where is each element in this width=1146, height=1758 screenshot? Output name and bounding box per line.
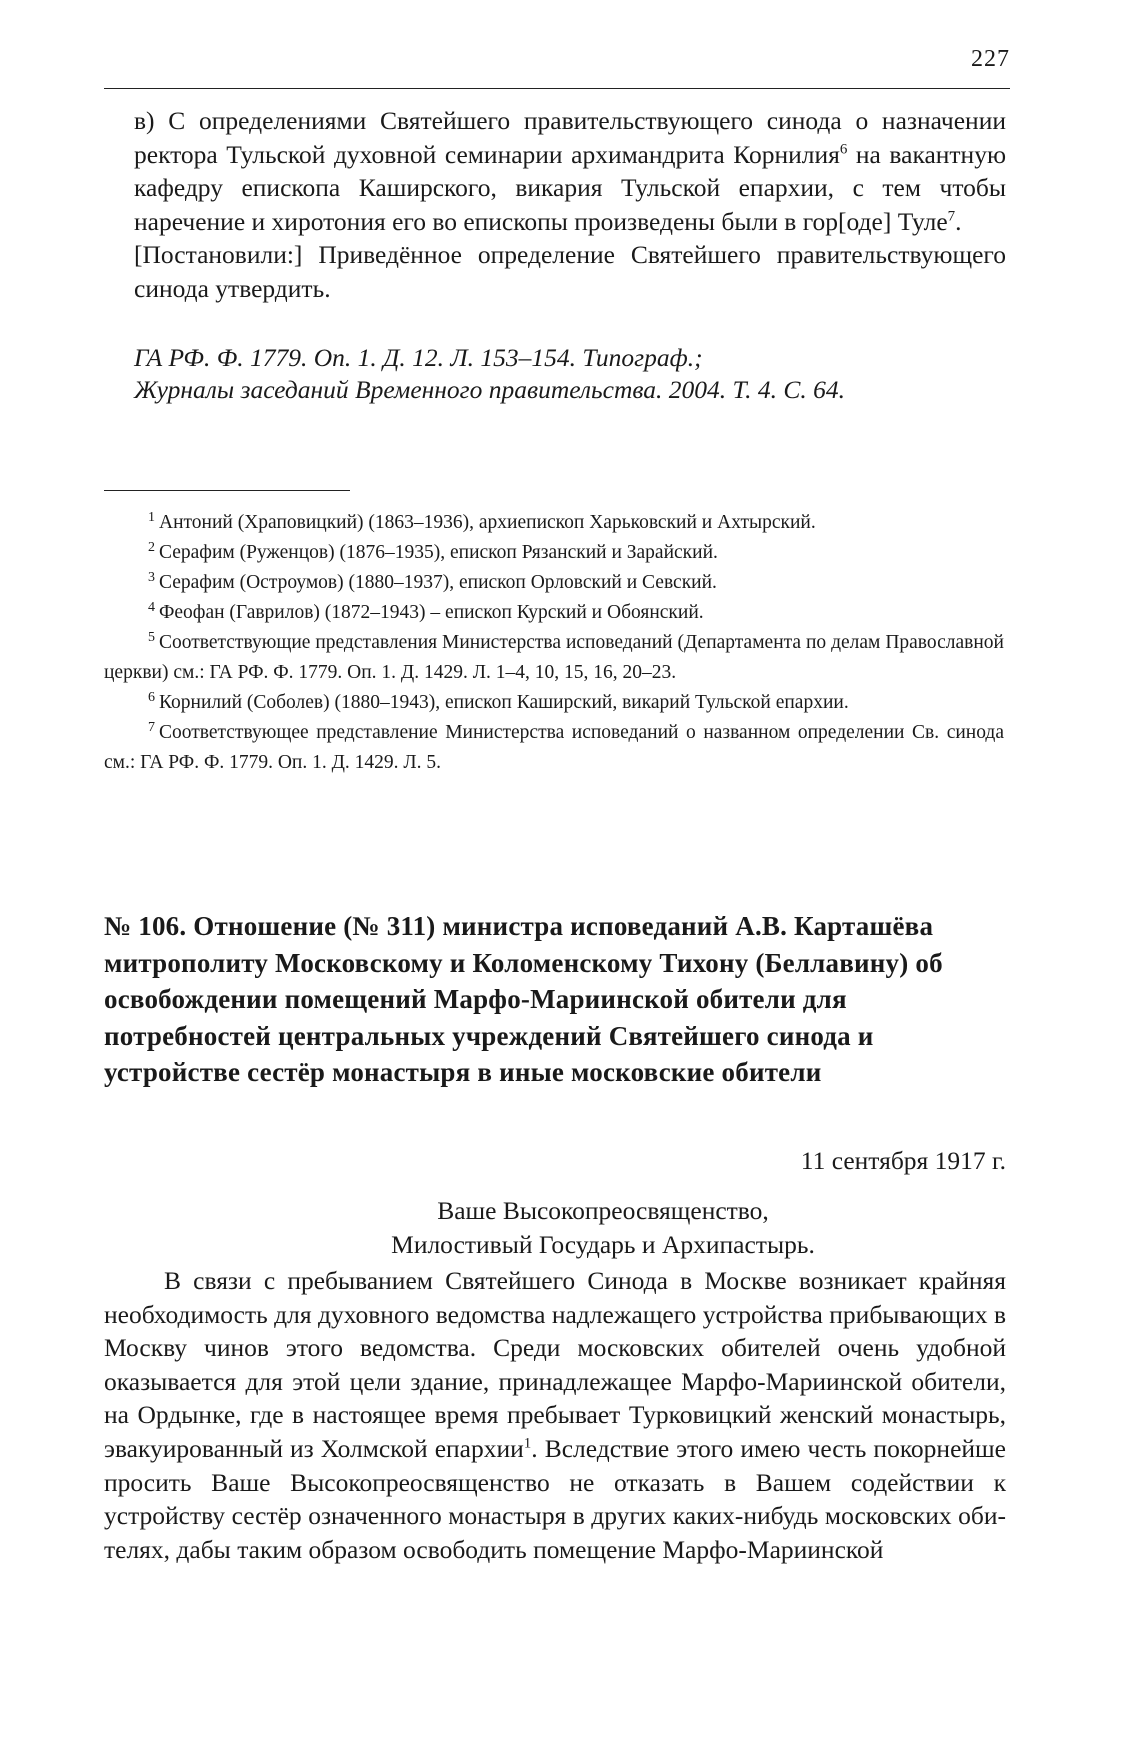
footnote-ref: 6 bbox=[839, 141, 848, 158]
decree-paragraph-text: в) С определениями Святейшего правительствующего синода о назначении ректора Тульской духовной семинарии архимандрита Корнилия bbox=[134, 106, 1006, 169]
header-rule bbox=[104, 88, 1010, 89]
source-line-1: ГА РФ. Ф. 1779. Оп. 1. Д. 12. Л. 153–154. Типограф.; bbox=[134, 342, 703, 372]
footnote bbox=[104, 718, 1004, 778]
document-date: 11 сентября 1917 г. bbox=[800, 1146, 1006, 1175]
archival-source bbox=[134, 342, 1006, 406]
letter-text-cont: . Вследствие этого имею честь покорнейше просить Ваше Высокопреосвященство не отказать в Вашем содействии к устройству сестёр означенного монастыря в других каких-нибудь московских обителях, дабы таким образом освободить помещение Марфо-Мариинской bbox=[104, 1433, 1006, 1564]
letter-text: В связи с пребыванием Святейшего Синода в Москве возникает крайняя необходимость для духовного ведомства надлежащего устройства прибывающих в Москву чинов этого ведомства. Среди московских обителей очень удобной оказывается для этой цели здание, принадлежащее Марфо-Мариинской обители, на Ордынке, где в настоящее время пребывает Турковицкий женский монастырь, эвакуированный из Холмской епархии bbox=[104, 1266, 1006, 1463]
salutation-line-1: Ваше Высокопреосвященство, bbox=[437, 1196, 769, 1225]
footnote-number: 2 bbox=[148, 539, 155, 555]
footnote-number: 6 bbox=[148, 689, 155, 705]
footnote-text: Феофан (Гаврилов) (1872–1943) – епископ Курский и Обоянский. bbox=[159, 602, 704, 623]
footnote-number: 1 bbox=[148, 509, 155, 525]
footnote-number: 5 bbox=[148, 629, 155, 645]
salutation-line-2: Милостивый Государь и Архипастырь. bbox=[391, 1230, 815, 1259]
footnote-text: Соответствующие представления Министерства исповеданий (Департамента по делам Православной церкви) см.: ГА РФ. Ф. 1779. Оп. 1. Д. 1429. Л. 1–4, 10, 15, 16, 20–23. bbox=[104, 632, 1004, 683]
footnote-number: 3 bbox=[148, 569, 155, 585]
footnote-text: Серафим (Руженцов) (1876–1935), епископ Рязанский и Зарайский. bbox=[159, 542, 718, 563]
footnote-text: Корнилий (Соболев) (1880–1943), епископ Каширский, викарий Тульской епархии. bbox=[159, 692, 849, 713]
decree-section bbox=[134, 104, 1006, 406]
footnote bbox=[104, 538, 1004, 568]
footnote-text: Антоний (Храповицкий) (1863–1936), архиепископ Харьковский и Ахтырский. bbox=[159, 512, 816, 533]
footnote bbox=[104, 598, 1004, 628]
footnote-rule bbox=[104, 490, 350, 491]
decree-paragraph-text-cont: на вакантную кафедру епископа Каширского, викария Тульской епархии, с тем чтобы наречение и хиротония его во епископы произведены были в гор[оде] Туле bbox=[134, 139, 1007, 236]
page-number: 227 bbox=[971, 46, 1010, 72]
decree-paragraph-end: . bbox=[955, 206, 962, 236]
decree-paragraph bbox=[134, 104, 1006, 238]
document-title: № 106. Отношение (№ 311) министра исповеданий А.В. Карташёва митрополиту Московскому и Коломенскому Тихону (Беллавину) об освобождении помещений Марфо-Мариинской обители для потребностей центральных учреждений Святейшего синода и устройстве сестёр монастыря в иные московские обители bbox=[104, 911, 943, 1087]
salutation bbox=[0, 1194, 1146, 1262]
footnote bbox=[104, 628, 1004, 688]
footnotes bbox=[104, 508, 1004, 778]
footnote-number: 4 bbox=[148, 599, 155, 615]
footnote bbox=[104, 508, 1004, 538]
footnote-text: Соответствующее представление Министерства исповеданий о названном определении Св. синода см.: ГА РФ. Ф. 1779. Оп. 1. Д. 1429. Л. 5. bbox=[104, 722, 1004, 773]
footnote-number: 7 bbox=[148, 719, 155, 735]
footnote bbox=[104, 568, 1004, 598]
footnote-ref: 1 bbox=[523, 1435, 532, 1452]
resolution-paragraph: [Постановили:] Приведённое определение Святейшего правительствующего синода утвердить. bbox=[134, 240, 1006, 303]
footnote-text: Серафим (Остроумов) (1880–1937), епископ Орловский и Севский. bbox=[159, 572, 717, 593]
letter-body bbox=[104, 1264, 1006, 1566]
footnote bbox=[104, 688, 1004, 718]
footnote-ref: 7 bbox=[947, 208, 956, 225]
source-line-2: Журналы заседаний Временного правительства. 2004. Т. 4. С. 64. bbox=[134, 374, 845, 404]
